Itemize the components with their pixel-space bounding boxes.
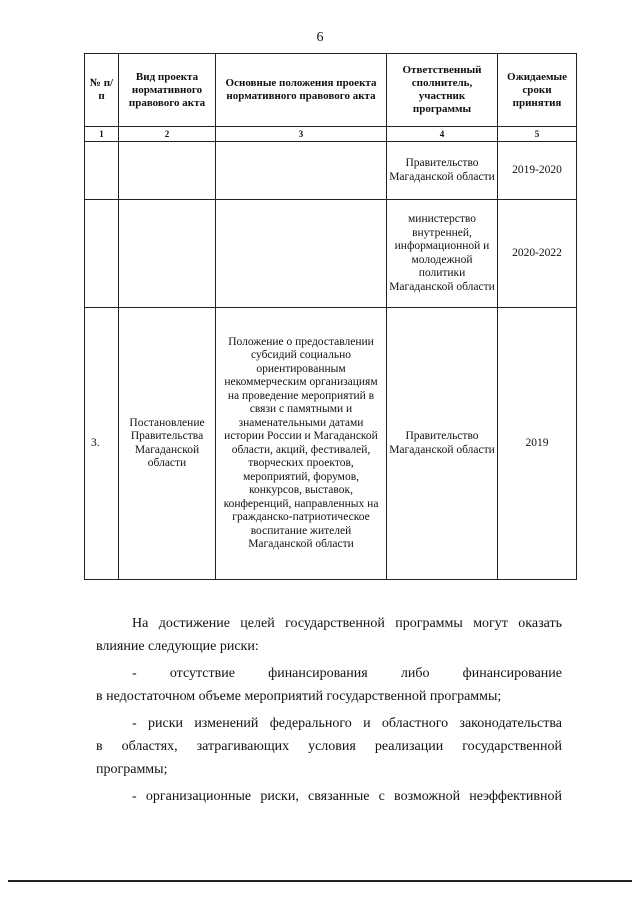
paragraph-line: программы;	[96, 762, 168, 777]
regulatory-acts-table	[84, 53, 577, 580]
index-cell: 5	[498, 127, 577, 142]
table-row	[85, 142, 577, 200]
paragraph-line: в недостаточном объеме мероприятий государственной программы;	[96, 689, 502, 704]
table-row	[85, 308, 577, 580]
empty-cell	[119, 142, 216, 200]
header-num: № п/п	[85, 54, 119, 127]
header-term: Ожидаемые сроки принятия	[498, 54, 577, 127]
header-act-type: Вид проекта нормативного правового акта	[119, 54, 216, 127]
header-executor: Ответственный сполнитель, участник программы	[387, 54, 498, 127]
empty-cell	[85, 200, 119, 308]
paragraph-line: - организационные риски, связанные с возможной неэффективной	[132, 789, 562, 804]
column-index-row	[85, 127, 577, 142]
paragraph-line: На достижение целей государственной программы могут оказать	[132, 616, 562, 631]
empty-cell	[216, 200, 387, 308]
word: -	[132, 666, 137, 681]
word: отсутствие	[169, 666, 235, 681]
act-type-cell: Постановление Правительства Магаданской области	[119, 308, 216, 580]
row-number-cell: 3.	[85, 308, 119, 580]
executor-cell: министерство внутренней, информационной и молодежной политики Магаданской области	[387, 200, 498, 308]
index-cell: 4	[387, 127, 498, 142]
bottom-rule	[8, 880, 632, 882]
index-cell: 2	[119, 127, 216, 142]
table-row	[85, 200, 577, 308]
empty-cell	[216, 142, 387, 200]
term-cell: 2020-2022	[498, 200, 577, 308]
header-row	[85, 54, 577, 127]
empty-cell	[85, 142, 119, 200]
paragraph-line: в областях, затрагивающих условия реализации государственной	[96, 739, 562, 754]
term-cell: 2019-2020	[498, 142, 577, 200]
word: либо	[400, 666, 430, 681]
term-cell: 2019	[498, 308, 577, 580]
paragraph-line	[96, 663, 562, 684]
word: финансирования	[268, 666, 368, 681]
empty-cell	[119, 200, 216, 308]
page-number: 6	[316, 30, 324, 45]
header-provisions: Основные положения проекта нормативного правового акта	[216, 54, 387, 127]
paragraph-line: влияние следующие риски:	[96, 639, 259, 654]
provisions-cell: Положение о предоставлении субсидий социально ориентированным некоммерческим организациям на проведение мероприятий в связи с памятными и знаменательными датами истории России и Магаданской области, акций, фестивалей, творческих проектов, мероприятий, форумов, конкурсов, выставок, конференций, направленных на гражданско-патриотическое воспитание жителей Магаданской области	[216, 308, 387, 580]
executor-cell: Правительство Магаданской области	[387, 308, 498, 580]
word: финансирование	[462, 666, 562, 681]
index-cell: 3	[216, 127, 387, 142]
executor-cell: Правительство Магаданской области	[387, 142, 498, 200]
index-cell: 1	[85, 127, 119, 142]
paragraph-line: - риски изменений федерального и областного законодательства	[132, 716, 562, 731]
